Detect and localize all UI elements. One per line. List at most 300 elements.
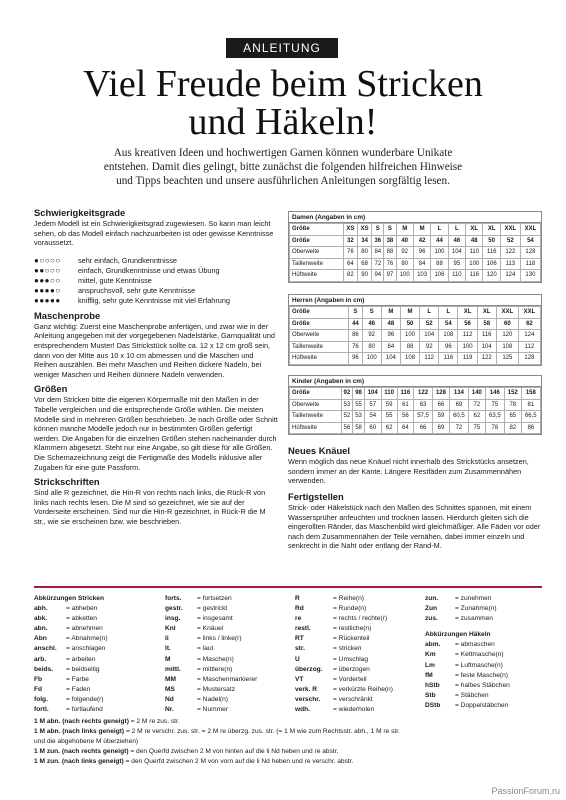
abbreviation-item xyxy=(425,640,545,650)
strickschriften-text: Sind alle R gezeichnet, die Hin-R von rechts nach links, die Rück-R von links nach rechts lesen. Die M sind so gezeichnet, wie sie auf der Vorderseite erscheinen. Sind nur die Hin-R gezeichnet, in Rück-R die M str., wie sie erscheinen bzw. wie beschrieben. xyxy=(34,488,266,526)
table-cell: 66,5 xyxy=(521,411,540,423)
abbreviation-item xyxy=(34,705,159,715)
abbreviation-key: lt. xyxy=(165,645,171,653)
abbreviation-item xyxy=(34,695,159,705)
table-cell: 112 xyxy=(420,353,439,365)
abbreviation-item xyxy=(165,594,290,604)
footnote-value: = den Querfd zwischen 2 M von hinten auf die li Nd heben und re abstr. xyxy=(128,748,339,756)
abbreviation-meaning: = Faden xyxy=(66,685,91,693)
table-row xyxy=(290,353,541,365)
table-cell: 54 xyxy=(520,235,540,247)
table-row xyxy=(290,307,541,319)
difficulty-text: Jedem Modell ist ein Schwierigkeitsgrad zugewiesen. So kann man leicht sehen, ob das Modell einfach nachzuarbeiten ist oder gewisse Kenntnisse voraussetzt. xyxy=(34,219,274,248)
table-cell: 158 xyxy=(521,388,540,400)
abbreviation-item xyxy=(295,634,420,644)
abbreviation-item xyxy=(295,685,420,695)
table-cell: 122 xyxy=(413,388,432,400)
abbreviation-meaning: = rechts / rechte(r) xyxy=(333,615,388,623)
abbr-col-2 xyxy=(165,594,290,715)
table-cell: Größe xyxy=(290,388,342,400)
abbreviation-meaning: = Umschlag xyxy=(333,655,368,663)
difficulty-label: anspruchsvoll, sehr gute Kenntnisse xyxy=(78,285,196,295)
table-cell: 55 xyxy=(353,399,365,411)
abbreviation-key: R xyxy=(295,595,300,602)
abbreviation-item xyxy=(165,665,290,675)
table-cell: L xyxy=(448,224,465,236)
table-cell: 48 xyxy=(466,235,483,247)
table-cell: 53 xyxy=(353,411,365,423)
table-cell: 100 xyxy=(396,270,413,282)
table-cell: 62 xyxy=(518,318,540,330)
table-cell: 80 xyxy=(357,247,371,259)
footnote-key: 1 M zun. (nach links geneigt) xyxy=(34,758,124,766)
table-cell: 34 xyxy=(357,235,371,247)
abbreviation-meaning: = abheben xyxy=(66,605,98,613)
table-cell: 128 xyxy=(518,353,540,365)
table-cell: 66 xyxy=(433,399,450,411)
table-cell: 146 xyxy=(485,388,504,400)
table-cell: 48 xyxy=(381,318,400,330)
abbreviation-item xyxy=(425,661,545,671)
table-cell: 100 xyxy=(458,341,477,353)
table-cell: 110 xyxy=(381,388,397,400)
abbreviation-key: MS xyxy=(165,685,175,693)
table-cell: Größe xyxy=(290,307,349,319)
difficulty-dots-icon: ●●●●● xyxy=(34,295,61,305)
table-cell: L xyxy=(420,307,439,319)
table-cell: S xyxy=(384,224,396,236)
table-cell: 120 xyxy=(496,330,518,342)
table-cell: 46 xyxy=(362,318,381,330)
abbreviation-meaning: = Masche(n) xyxy=(197,655,234,663)
abbreviation-key: anschl. xyxy=(34,645,57,653)
abbr-col-1 xyxy=(34,594,159,715)
abbreviation-item xyxy=(295,665,420,675)
table-row xyxy=(290,411,541,423)
abbreviation-item xyxy=(34,685,159,695)
abbreviation-meaning: = mittlere(n) xyxy=(197,665,233,673)
abbreviation-meaning: = Abnahme(n) xyxy=(66,635,108,643)
abbreviation-item xyxy=(425,650,545,660)
difficulty-label: mittel, gute Kenntnisse xyxy=(78,275,152,285)
difficulty-level xyxy=(34,296,278,306)
abbreviation-meaning: = Rückenteil xyxy=(333,635,370,643)
table-cell: 78 xyxy=(504,399,521,411)
abbreviation-meaning: = Farbe xyxy=(66,675,89,683)
table-cell: XXL xyxy=(500,224,520,236)
groessen-text: Vor dem Stricken bitte die eigenen Körpermaße mit den Maßen in der Tabelle vergleichen und die entsprechende Größe wählen. Die meisten Modelle sind in mehreren Größen beschrieben. Je nach Größe oder Schnitt können manche Modelle jedoch nur in bestimmten Größen gefertigt werden. Die Angaben für die einzelnen Größen stehen nacheinander durch Klammern abgesetzt. Steht nur eine Angabe, so gilt diese für alle Größen. Die Schemazeichnung zeigt die Fertigmaße des Modells inklusive aller Zugaben für eine gute Passform. xyxy=(34,395,278,472)
abbreviation-key: mittl. xyxy=(165,665,181,673)
abbreviation-item xyxy=(425,614,545,624)
table-cell: 63 xyxy=(413,399,432,411)
abbr-heading-stricken: Abkürzungen Stricken xyxy=(34,595,104,602)
table-cell: 88 xyxy=(431,258,448,270)
table-cell: 78 xyxy=(485,422,504,434)
abbreviation-item xyxy=(165,675,290,685)
abbreviation-meaning: = Doppelstäbchen xyxy=(455,701,509,709)
table-cell: 134 xyxy=(449,388,468,400)
section-badge: ANLEITUNG xyxy=(226,38,338,58)
difficulty-label: knifflig, sehr gute Kenntnisse mit viel Erfahrung xyxy=(78,295,230,305)
abbreviation-key: insg. xyxy=(165,615,181,623)
table-cell: M xyxy=(413,224,430,236)
table-cell: 116 xyxy=(439,353,458,365)
abbreviation-meaning: = Knäuel xyxy=(197,625,224,633)
abbreviation-meaning: = zunehmen xyxy=(455,595,492,602)
abbreviation-item xyxy=(165,634,290,644)
table-cell: 140 xyxy=(469,388,486,400)
table-cell: 36 xyxy=(372,235,384,247)
table-cell: 104 xyxy=(381,353,400,365)
abbreviation-key: Fb xyxy=(34,675,43,683)
abbreviation-key: Nr. xyxy=(165,706,174,714)
table-cell: Hüftweite xyxy=(290,270,344,282)
table-cell: 60,5 xyxy=(449,411,468,423)
table-row xyxy=(290,318,541,330)
neues-knaeuel-section xyxy=(288,445,542,486)
abbreviation-key: VT xyxy=(295,675,304,683)
table-cell: 96 xyxy=(381,330,400,342)
difficulty-dots-icon: ●○○○○ xyxy=(34,255,61,265)
abbreviation-meaning: = Luftmasche(n) xyxy=(455,661,503,669)
abbreviation-meaning: = überzogen xyxy=(333,665,370,673)
abbreviation-item xyxy=(425,681,545,691)
table-cell: 56 xyxy=(397,411,413,423)
abbreviation-key: folg. xyxy=(34,695,48,703)
intro-line: Aus kreativen Ideen und hochwertigen Garnen können wunderbare Unikate xyxy=(113,147,453,159)
abbreviation-item xyxy=(295,594,420,604)
table-caption: Damen (Angaben in cm) xyxy=(289,212,541,223)
abbreviation-item xyxy=(34,614,159,624)
table-cell: 106 xyxy=(483,258,500,270)
abbreviation-item xyxy=(34,655,159,665)
table-cell: 103 xyxy=(413,270,430,282)
watermark: PassionForum.ru xyxy=(491,786,560,796)
abbreviation-key: DStb xyxy=(425,701,441,709)
table-cell: XS xyxy=(357,224,371,236)
table-cell: 72 xyxy=(469,399,486,411)
abbreviation-key: Fd xyxy=(34,685,43,693)
abbreviation-key: M xyxy=(165,655,171,663)
table-cell: 124 xyxy=(518,330,540,342)
abbreviation-meaning: = Runde(n) xyxy=(333,605,367,613)
table-cell: Größe xyxy=(290,224,344,236)
table-cell: XL xyxy=(458,307,477,319)
abbreviation-meaning: = fortlaufend xyxy=(66,706,103,714)
abbreviation-item xyxy=(425,604,545,614)
table-cell: S xyxy=(372,224,384,236)
table-cell: 88 xyxy=(384,247,396,259)
table-cell: 32 xyxy=(343,235,357,247)
abbreviation-meaning: = verkürzte Reihe(n) xyxy=(333,685,393,693)
table-cell: 92 xyxy=(420,341,439,353)
abbreviation-key: wdh. xyxy=(295,706,311,714)
abbreviation-key: zus. xyxy=(425,615,438,623)
table-row xyxy=(290,388,541,400)
table-cell: L xyxy=(439,307,458,319)
table-cell: Oberweite xyxy=(290,247,344,259)
table-cell: 97 xyxy=(384,270,396,282)
abbreviation-item xyxy=(165,624,290,634)
abbreviation-meaning: = Vorderteil xyxy=(333,675,367,683)
table-cell: 90 xyxy=(357,270,371,282)
abbreviation-meaning: = abnehmen xyxy=(66,625,103,633)
table-cell: XL xyxy=(483,224,500,236)
intro-line: und Tipps beachten und unsere ausführlichen Anleitungen sorgfältig lesen. xyxy=(116,175,450,187)
table-cell: L xyxy=(431,224,448,236)
footnote-value: und die abgehobene M überziehen) xyxy=(34,738,139,746)
table-cell: 108 xyxy=(439,330,458,342)
table-cell: 128 xyxy=(433,388,450,400)
abbreviation-key: überzog. xyxy=(295,665,323,673)
abbreviation-key: Km xyxy=(425,651,436,659)
abbreviation-meaning: = wiederholen xyxy=(333,706,375,714)
table-cell: 75 xyxy=(469,422,486,434)
table-cell: 82 xyxy=(504,422,521,434)
table-cell: 60 xyxy=(496,318,518,330)
table-cell: 152 xyxy=(504,388,521,400)
abbreviation-meaning: = Reihe(n) xyxy=(333,595,364,602)
table-cell: Oberweite xyxy=(290,399,342,411)
table-cell: 61 xyxy=(397,399,413,411)
footnote-line xyxy=(34,747,544,757)
table-cell: 122 xyxy=(477,353,496,365)
table-cell: 62 xyxy=(469,411,486,423)
abbreviation-key: gestr. xyxy=(165,605,183,613)
abbreviation-item xyxy=(295,614,420,624)
abbreviation-key: restl. xyxy=(295,625,311,633)
intro-text xyxy=(70,146,496,188)
abbreviation-meaning: = beidseitig xyxy=(66,665,100,673)
table-cell: 119 xyxy=(458,353,477,365)
table-cell: Taillenweite xyxy=(290,341,349,353)
abbreviation-item xyxy=(425,691,545,701)
footnote-value: = 2 M re verschr. zus. str. = 2 M re überzg. zus. str. (= 1 M wie zum Rechtsstr. abh., 1 M re str. xyxy=(124,728,400,736)
footnote-line xyxy=(34,737,544,747)
table-cell: 120 xyxy=(483,270,500,282)
abbreviation-meaning: = feste Masche(n) xyxy=(455,671,508,679)
table-cell: 76 xyxy=(343,247,357,259)
table-cell: 84 xyxy=(381,341,400,353)
abbreviation-key: Knl xyxy=(165,625,176,633)
abbreviation-item xyxy=(165,705,290,715)
table-cell: 38 xyxy=(384,235,396,247)
abbreviation-meaning: = abketten xyxy=(66,615,97,623)
size-table-herren xyxy=(288,294,542,366)
abbreviation-meaning: = restliche(n) xyxy=(333,625,372,633)
table-cell: Taillenweite xyxy=(290,258,344,270)
table-cell: 128 xyxy=(520,247,540,259)
table-row xyxy=(290,235,541,247)
abbreviation-item xyxy=(165,695,290,705)
abbreviation-item xyxy=(295,675,420,685)
table-cell: 72 xyxy=(449,422,468,434)
table-cell: 116 xyxy=(397,388,413,400)
table-cell: 57,5 xyxy=(413,411,432,423)
difficulty-heading: Schwierigkeitsgrade xyxy=(34,207,126,218)
abbreviation-meaning: = Nadel(n) xyxy=(197,695,228,703)
abbreviation-meaning: = zusammen xyxy=(455,615,493,623)
table-row xyxy=(290,422,541,434)
table-cell: 68 xyxy=(357,258,371,270)
abbreviation-meaning: = laut xyxy=(197,645,214,653)
abbreviation-key: Zun xyxy=(425,605,438,613)
abbreviation-meaning: = insgesamt xyxy=(197,615,233,623)
abbreviation-key: U xyxy=(295,655,300,663)
abbreviation-item xyxy=(295,644,420,654)
abbreviation-key: zun. xyxy=(425,595,439,602)
abbreviation-key: abn. xyxy=(34,625,48,633)
size-table xyxy=(288,294,542,366)
abbreviation-key: Rd xyxy=(295,605,304,613)
intro-line: entstehen. Damit dies gelingt, bitte zunächst die folgenden hilfreichen Hinweise xyxy=(103,161,463,173)
table-cell: 104 xyxy=(477,341,496,353)
neues-knaeuel-text: Wenn möglich das neue Knäuel nicht innerhalb des Strickstücks ansetzen, sondern immer an der Kante. Längere Restfäden zum Zusammennähen verwenden. xyxy=(288,457,529,486)
table-cell: 56 xyxy=(341,422,353,434)
fertigstellen-text: Strick- oder Häkelstück nach den Maßen des Schnittes spannen, mit einem Wassersprüher anfeuchten und trocknen lassen. Hierdurch gleiten sich die eingerollten Ränder, das Maschenbild wird gleichmäßiger. Alle Fäden vor oder nach dem Zusammennähen der Teile vernähen, dabei immer einzeln und senkrecht in die Naht oder entlang der Rand-M. xyxy=(288,503,541,551)
table-cell: 108 xyxy=(400,353,419,365)
abbreviation-meaning: = Nummer xyxy=(197,706,228,714)
difficulty-level xyxy=(34,256,278,266)
table-cell: 98 xyxy=(353,388,365,400)
abbreviation-key: li xyxy=(165,635,169,643)
table-cell: 104 xyxy=(420,330,439,342)
table-cell: 112 xyxy=(458,330,477,342)
table-cell: 94 xyxy=(372,270,384,282)
abbreviation-key: Stb xyxy=(425,691,436,699)
table-cell: 59 xyxy=(381,399,397,411)
table-cell: 40 xyxy=(396,235,413,247)
abbreviation-meaning: = Zunahme(n) xyxy=(455,605,497,613)
table-cell: 110 xyxy=(448,270,465,282)
table-cell: 64 xyxy=(397,422,413,434)
table-cell: 110 xyxy=(466,247,483,259)
table-cell: 86 xyxy=(349,330,362,342)
abbreviation-meaning: = Mustersatz xyxy=(197,685,235,693)
abbreviation-meaning: = folgende(r) xyxy=(66,695,104,703)
fertigstellen-section xyxy=(288,491,542,551)
table-cell: 69 xyxy=(433,422,450,434)
abbreviation-key: RT xyxy=(295,635,304,643)
table-cell: 92 xyxy=(396,247,413,259)
table-cell: M xyxy=(396,224,413,236)
table-cell: Oberweite xyxy=(290,330,349,342)
abbreviation-item xyxy=(295,624,420,634)
abbreviation-key: Lm xyxy=(425,661,435,669)
abbreviation-item xyxy=(34,644,159,654)
table-cell: M xyxy=(381,307,400,319)
table-cell: 52 xyxy=(420,318,439,330)
table-cell: XL xyxy=(466,224,483,236)
table-cell: 52 xyxy=(500,235,520,247)
difficulty-dots-icon: ●●●●○ xyxy=(34,285,61,295)
abbreviation-item xyxy=(295,604,420,614)
abbreviation-key: beids. xyxy=(34,665,54,673)
table-cell: 72 xyxy=(372,258,384,270)
strickschriften-heading: Strickschriften xyxy=(34,476,100,488)
table-cell: 64 xyxy=(343,258,357,270)
abbreviation-key: fortl. xyxy=(34,706,49,714)
table-cell: 44 xyxy=(349,318,362,330)
abbreviation-item xyxy=(165,644,290,654)
table-row xyxy=(290,258,541,270)
footnote-line xyxy=(34,757,544,767)
table-cell: 116 xyxy=(466,270,483,282)
maschenprobe-heading: Maschenprobe xyxy=(34,309,101,321)
table-cell: 46 xyxy=(448,235,465,247)
abbreviation-item xyxy=(425,594,545,604)
table-cell: 65 xyxy=(504,411,521,423)
abbreviation-meaning: = stricken xyxy=(333,645,362,653)
abbreviation-key: arb. xyxy=(34,655,47,663)
table-cell: 86 xyxy=(521,422,540,434)
table-row xyxy=(290,330,541,342)
difficulty-legend xyxy=(34,256,278,306)
abbreviation-key: str. xyxy=(295,645,305,653)
table-cell: 57 xyxy=(364,399,381,411)
abbreviation-meaning: = Maschenmarkierer xyxy=(197,675,258,683)
groessen-heading: Größen xyxy=(34,383,68,395)
neues-knaeuel-heading: Neues Knäuel xyxy=(288,445,350,456)
table-cell: 82 xyxy=(343,270,357,282)
abbreviation-key: abh. xyxy=(34,605,48,613)
divider-rule xyxy=(34,586,542,588)
table-cell: 125 xyxy=(496,353,518,365)
table-cell: 53 xyxy=(341,399,353,411)
table-cell: 100 xyxy=(431,247,448,259)
table-cell: XXL xyxy=(518,307,540,319)
page-title-line1: Viel Freude beim Stricken xyxy=(83,63,483,105)
abbreviation-meaning: = links / linke(r) xyxy=(197,635,242,643)
table-cell: 50 xyxy=(483,235,500,247)
abbreviation-meaning: = Stäbchen xyxy=(455,691,489,699)
footnote-value: = den Querfd zwischen 2 M von vorn auf die li Nd heben und re verschr. abstr. xyxy=(123,758,354,766)
abbreviation-meaning: = verschränkt xyxy=(333,695,373,703)
table-cell: 52 xyxy=(341,411,353,423)
table-cell: 80 xyxy=(396,258,413,270)
table-cell: 104 xyxy=(448,247,465,259)
table-cell: 69 xyxy=(449,399,468,411)
table-cell: 100 xyxy=(362,353,381,365)
abbreviation-meaning: = arbeiten xyxy=(66,655,96,663)
table-cell: 63,5 xyxy=(485,411,504,423)
abbreviation-item xyxy=(165,685,290,695)
table-cell: 116 xyxy=(483,247,500,259)
table-cell: 104 xyxy=(364,388,381,400)
table-cell: Größe xyxy=(290,235,344,247)
abbreviation-key: Nd xyxy=(165,695,174,703)
table-row xyxy=(290,341,541,353)
size-table-kinder xyxy=(288,375,542,435)
abbreviation-item xyxy=(34,675,159,685)
difficulty-level xyxy=(34,266,278,276)
table-cell: 106 xyxy=(431,270,448,282)
abbreviation-meaning: = anschlagen xyxy=(66,645,106,653)
difficulty-level xyxy=(34,276,278,286)
difficulty-dots-icon: ●●○○○ xyxy=(34,265,61,275)
abbreviation-meaning: = Kettmasche(n) xyxy=(455,651,504,659)
table-row xyxy=(290,224,541,236)
abbreviation-item xyxy=(165,614,290,624)
difficulty-label: sehr einfach, Grundkenntnisse xyxy=(78,255,177,265)
left-column xyxy=(34,207,278,526)
abbreviation-item xyxy=(34,634,159,644)
table-cell: 80 xyxy=(362,341,381,353)
abbreviation-item xyxy=(34,624,159,634)
table-cell: 116 xyxy=(477,330,496,342)
abbreviation-key: Abn xyxy=(34,635,47,643)
abbreviation-item xyxy=(425,671,545,681)
